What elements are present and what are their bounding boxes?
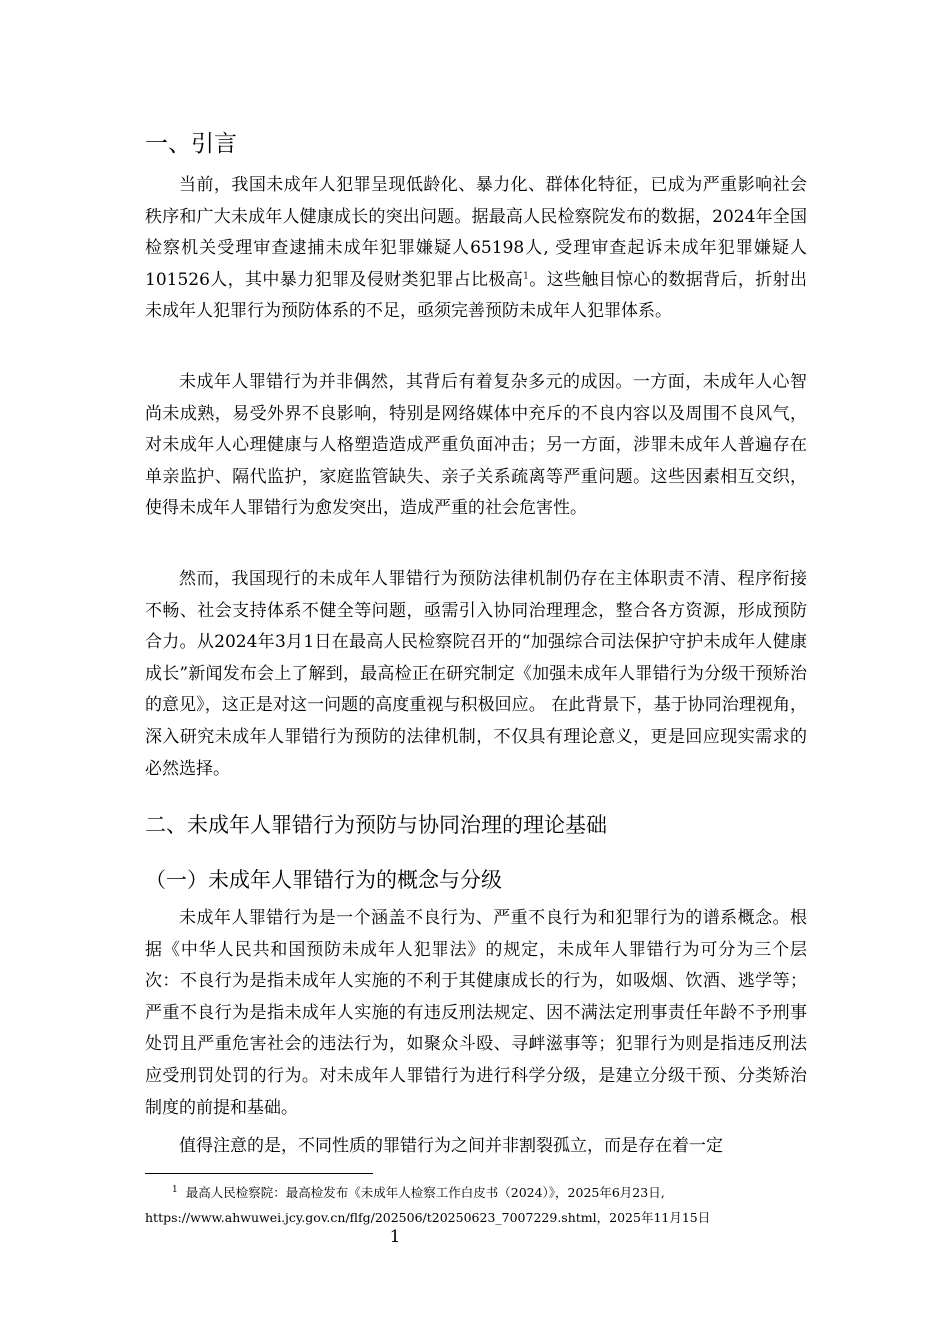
paragraph-intro-statistics xyxy=(145,170,807,328)
footnote xyxy=(145,1180,807,1230)
section-heading-introduction: 一、引言 xyxy=(145,131,237,157)
paragraph-text: 。这些触目惊心的数据背后，折射出未成年人犯罪行为预防体系的不足，亟须完善预防未成年人犯罪体系。 xyxy=(145,269,807,322)
paragraph-continuation: 值得注意的是，不同性质的罪错行为之间并非割裂孤立，而是存在着一定 xyxy=(179,1136,723,1156)
section-heading-theory: 二、未成年人罪错行为预防与协同治理的理论基础 xyxy=(145,813,607,837)
paragraph-causes: 未成年人罪错行为并非偶然，其背后有着复杂多元的成因。一方面，未成年人心智尚未成熟，易受外界不良影响，特别是网络媒体中充斥的不良内容以及周围不良风气，对未成年人心理健康与人格塑造造成严重负面冲击；另一方面，涉罪未成年人普遍存在单亲监护、隔代监护，家庭监管缺失、亲子关系疏离等严重问题。这些因素相互交织，使得未成年人罪错行为愈发突出，造成严重的社会危害性。 xyxy=(145,372,807,519)
footnote-divider xyxy=(145,1173,373,1174)
paragraph-text: 当前，我国未成年人犯罪呈现低龄化、暴力化、群体化特征，已成为严重影响社会秩序和广大未成年人健康成长的突出问题。据最高人民检察院发布的数据，2024年全国检察机关受理审查逮捕未成年犯罪嫌疑人65198人, 受理审查起诉未成年犯罪嫌疑人101526人，其中暴力犯罪及侵财类犯罪占比极高 xyxy=(145,175,807,290)
footnote-line-source xyxy=(145,1180,807,1205)
paragraph-legal-mechanism: 然而，我国现行的未成年人罪错行为预防法律机制仍存在主体职责不清、程序衔接不畅、社会支持体系不健全等问题，亟需引入协同治理理念，整合各方资源，形成预防合力。从2024年3月1日在最高人民检察院召开的“加强综合司法保护守护未成年人健康成长”新闻发布会上了解到，最高检正在研究制定《加强未成年人罪错行为分级干预矫治的意见》，这正是对这一问题的高度重视与积极回应。 在此背景下，基于协同治理视角，深入研究未成年人罪错行为预防的法律机制，不仅具有理论意义，更是回应现实需求的必然选择。 xyxy=(145,569,807,779)
footnote-source-text: 最高人民检察院：最高检发布《未成年人检察工作白皮书（2024）》，2025年6月23日, xyxy=(185,1185,665,1200)
page-number: 1 xyxy=(389,1227,401,1247)
paragraph-concept-classification: 未成年人罪错行为是一个涵盖不良行为、严重不良行为和犯罪行为的谱系概念。根据《中华人民共和国预防未成年人犯罪法》的规定，未成年人罪错行为可分为三个层次：不良行为是指未成年人实施的不利于其健康成长的行为，如吸烟、饮酒、逃学等；严重不良行为是指未成年人实施的有违反刑法规定、因不满法定刑事责任年龄不予刑事处罚且严重危害社会的违法行为，如聚众斗殴、寻衅滋事等；犯罪行为则是指违反刑法应受刑罚处罚的行为。对未成年人罪错行为进行科学分级，是建立分级干预、分类矫治制度的前提和基础。 xyxy=(145,908,807,1118)
footnote-mark: 1 xyxy=(172,1184,178,1195)
footnote-url[interactable]: https://www.ahwuwei.jcy.gov.cn/flfg/202506/t20250623_7007229.shtml，2025年11月15日 xyxy=(145,1210,711,1225)
footnote-reference[interactable]: 1 xyxy=(523,271,529,282)
subsection-heading-concept: （一）未成年人罪错行为的概念与分级 xyxy=(145,868,502,892)
